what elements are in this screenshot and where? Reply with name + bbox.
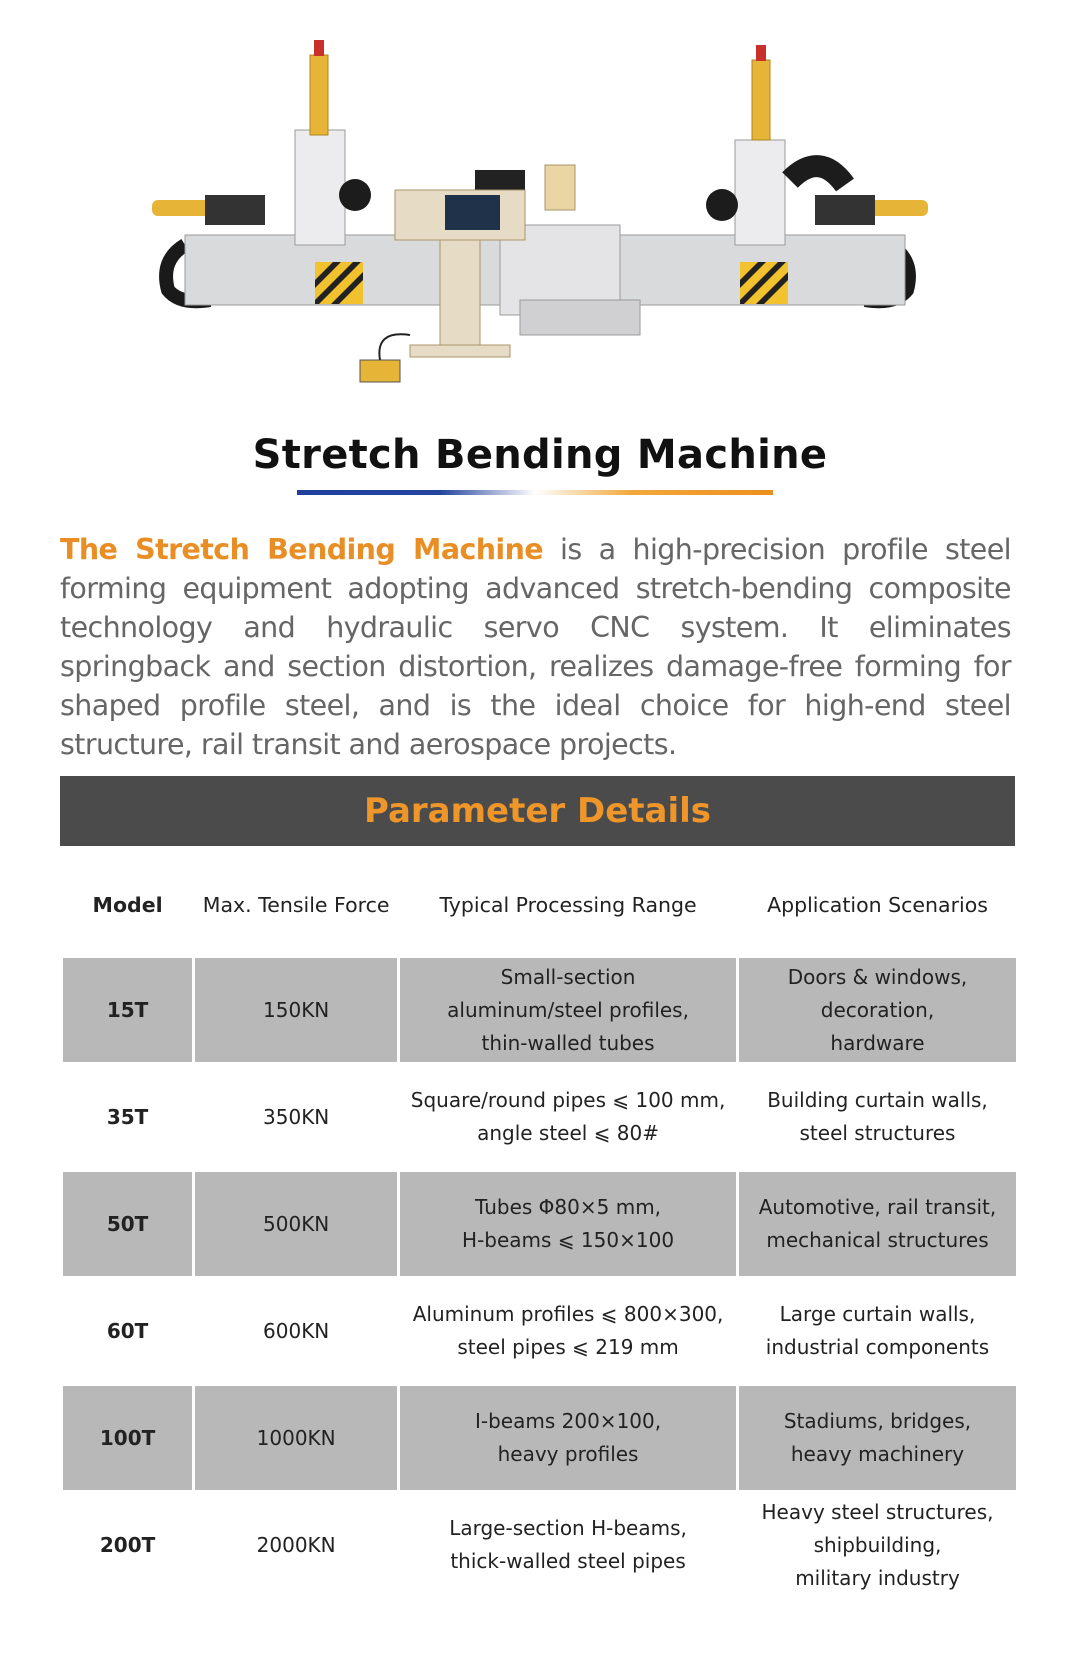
cell-model: 60T: [106, 1318, 149, 1343]
cell-model: 50T: [63, 1172, 192, 1276]
cell-force: 2000KN: [256, 1532, 336, 1557]
table-row: [63, 1386, 1016, 1490]
header-apps: Application Scenarios: [767, 892, 988, 917]
parameter-table: [60, 852, 1019, 1600]
hazard-stripes-right: [740, 262, 788, 304]
apps-line: Automotive, rail transit,: [758, 1195, 997, 1219]
apps-line: heavy machinery: [790, 1442, 965, 1466]
cell-apps: [739, 1279, 1016, 1383]
cell-range: [400, 1493, 736, 1597]
apps-line: decoration,: [820, 997, 935, 1022]
range-line: I-beams 200×100,: [475, 1409, 662, 1433]
apps-line: military industry: [795, 1565, 960, 1590]
cell-force: 350KN: [263, 1104, 330, 1129]
header-range: Typical Processing Range: [439, 892, 697, 917]
cell-range: [400, 1065, 736, 1169]
apps-line: Large curtain walls,: [779, 1302, 976, 1326]
table-row: [63, 1493, 1016, 1597]
cell-range: [400, 1279, 736, 1383]
cell-force: 600KN: [263, 1318, 330, 1343]
title-underline: [297, 490, 773, 495]
range-line: aluminum/steel profiles,: [447, 997, 689, 1022]
range-line: steel pipes ⩽ 219 mm: [457, 1335, 679, 1359]
cell-apps: [739, 1493, 1016, 1597]
table-row: [63, 1065, 1016, 1169]
range-line: Small-section: [500, 964, 636, 989]
apps-line: shipbuilding,: [813, 1532, 942, 1557]
apps-line: steel structures: [799, 1121, 956, 1145]
cell-model: 15T: [63, 958, 192, 1062]
range-line: Tubes Φ80×5 mm,: [475, 1195, 662, 1219]
cell-model: 35T: [106, 1104, 149, 1129]
machine-photo: [0, 0, 1080, 400]
table-row: [63, 958, 1016, 1062]
cell-apps: [739, 1386, 1016, 1490]
header-force: Max. Tensile Force: [202, 892, 390, 917]
section-banner: Parameter Details: [60, 776, 1015, 846]
cell-apps: [739, 1172, 1016, 1276]
apps-line: industrial components: [765, 1335, 990, 1359]
apps-line: Building curtain walls,: [767, 1088, 988, 1112]
cell-force: 1000KN: [195, 1386, 397, 1490]
header-model: Model: [92, 892, 163, 917]
apps-line: hardware: [830, 1030, 925, 1055]
cell-model: 100T: [63, 1386, 192, 1490]
page-title: Stretch Bending Machine: [252, 432, 828, 478]
range-line: thin-walled tubes: [481, 1030, 655, 1055]
apps-line: Heavy steel structures,: [761, 1499, 994, 1524]
apps-line: mechanical structures: [766, 1228, 989, 1252]
intro-lead: The Stretch Bending Machine: [60, 533, 544, 566]
range-line: heavy profiles: [497, 1442, 639, 1466]
cell-model: 200T: [99, 1532, 156, 1557]
cell-apps: [739, 1065, 1016, 1169]
cell-range: [400, 1172, 736, 1276]
range-line: Aluminum profiles ⩽ 800×300,: [412, 1302, 724, 1326]
range-line: Square/round pipes ⩽ 100 mm,: [410, 1088, 726, 1112]
cell-force: 150KN: [195, 958, 397, 1062]
range-line: H-beams ⩽ 150×100: [462, 1228, 675, 1252]
cell-force: 500KN: [195, 1172, 397, 1276]
cell-apps: [739, 958, 1016, 1062]
table-header-row: [63, 855, 1016, 955]
cell-range: [400, 1386, 736, 1490]
range-line: Large-section H-beams,: [449, 1516, 687, 1540]
table-row: [63, 1172, 1016, 1276]
apps-line: Doors & windows,: [787, 964, 968, 989]
intro-body: is a high-precision profile steel forming equipment adopting advanced stretch-bending composite technology and hydraulic servo CNC system. It eliminates springback and section distortion, realizes damage-free forming for shaped profile steel, and is the ideal choice for high-end steel structure, rail transit and aerospace projects.: [60, 533, 1011, 761]
range-line: thick-walled steel pipes: [450, 1549, 686, 1573]
apps-line: Stadiums, bridges,: [783, 1409, 972, 1433]
hazard-stripes-left: [315, 262, 363, 304]
range-line: angle steel ⩽ 80#: [477, 1121, 660, 1145]
intro-paragraph: [60, 530, 1011, 764]
table-row: [63, 1279, 1016, 1383]
cell-range: [400, 958, 736, 1062]
table-body: [63, 958, 1016, 1597]
